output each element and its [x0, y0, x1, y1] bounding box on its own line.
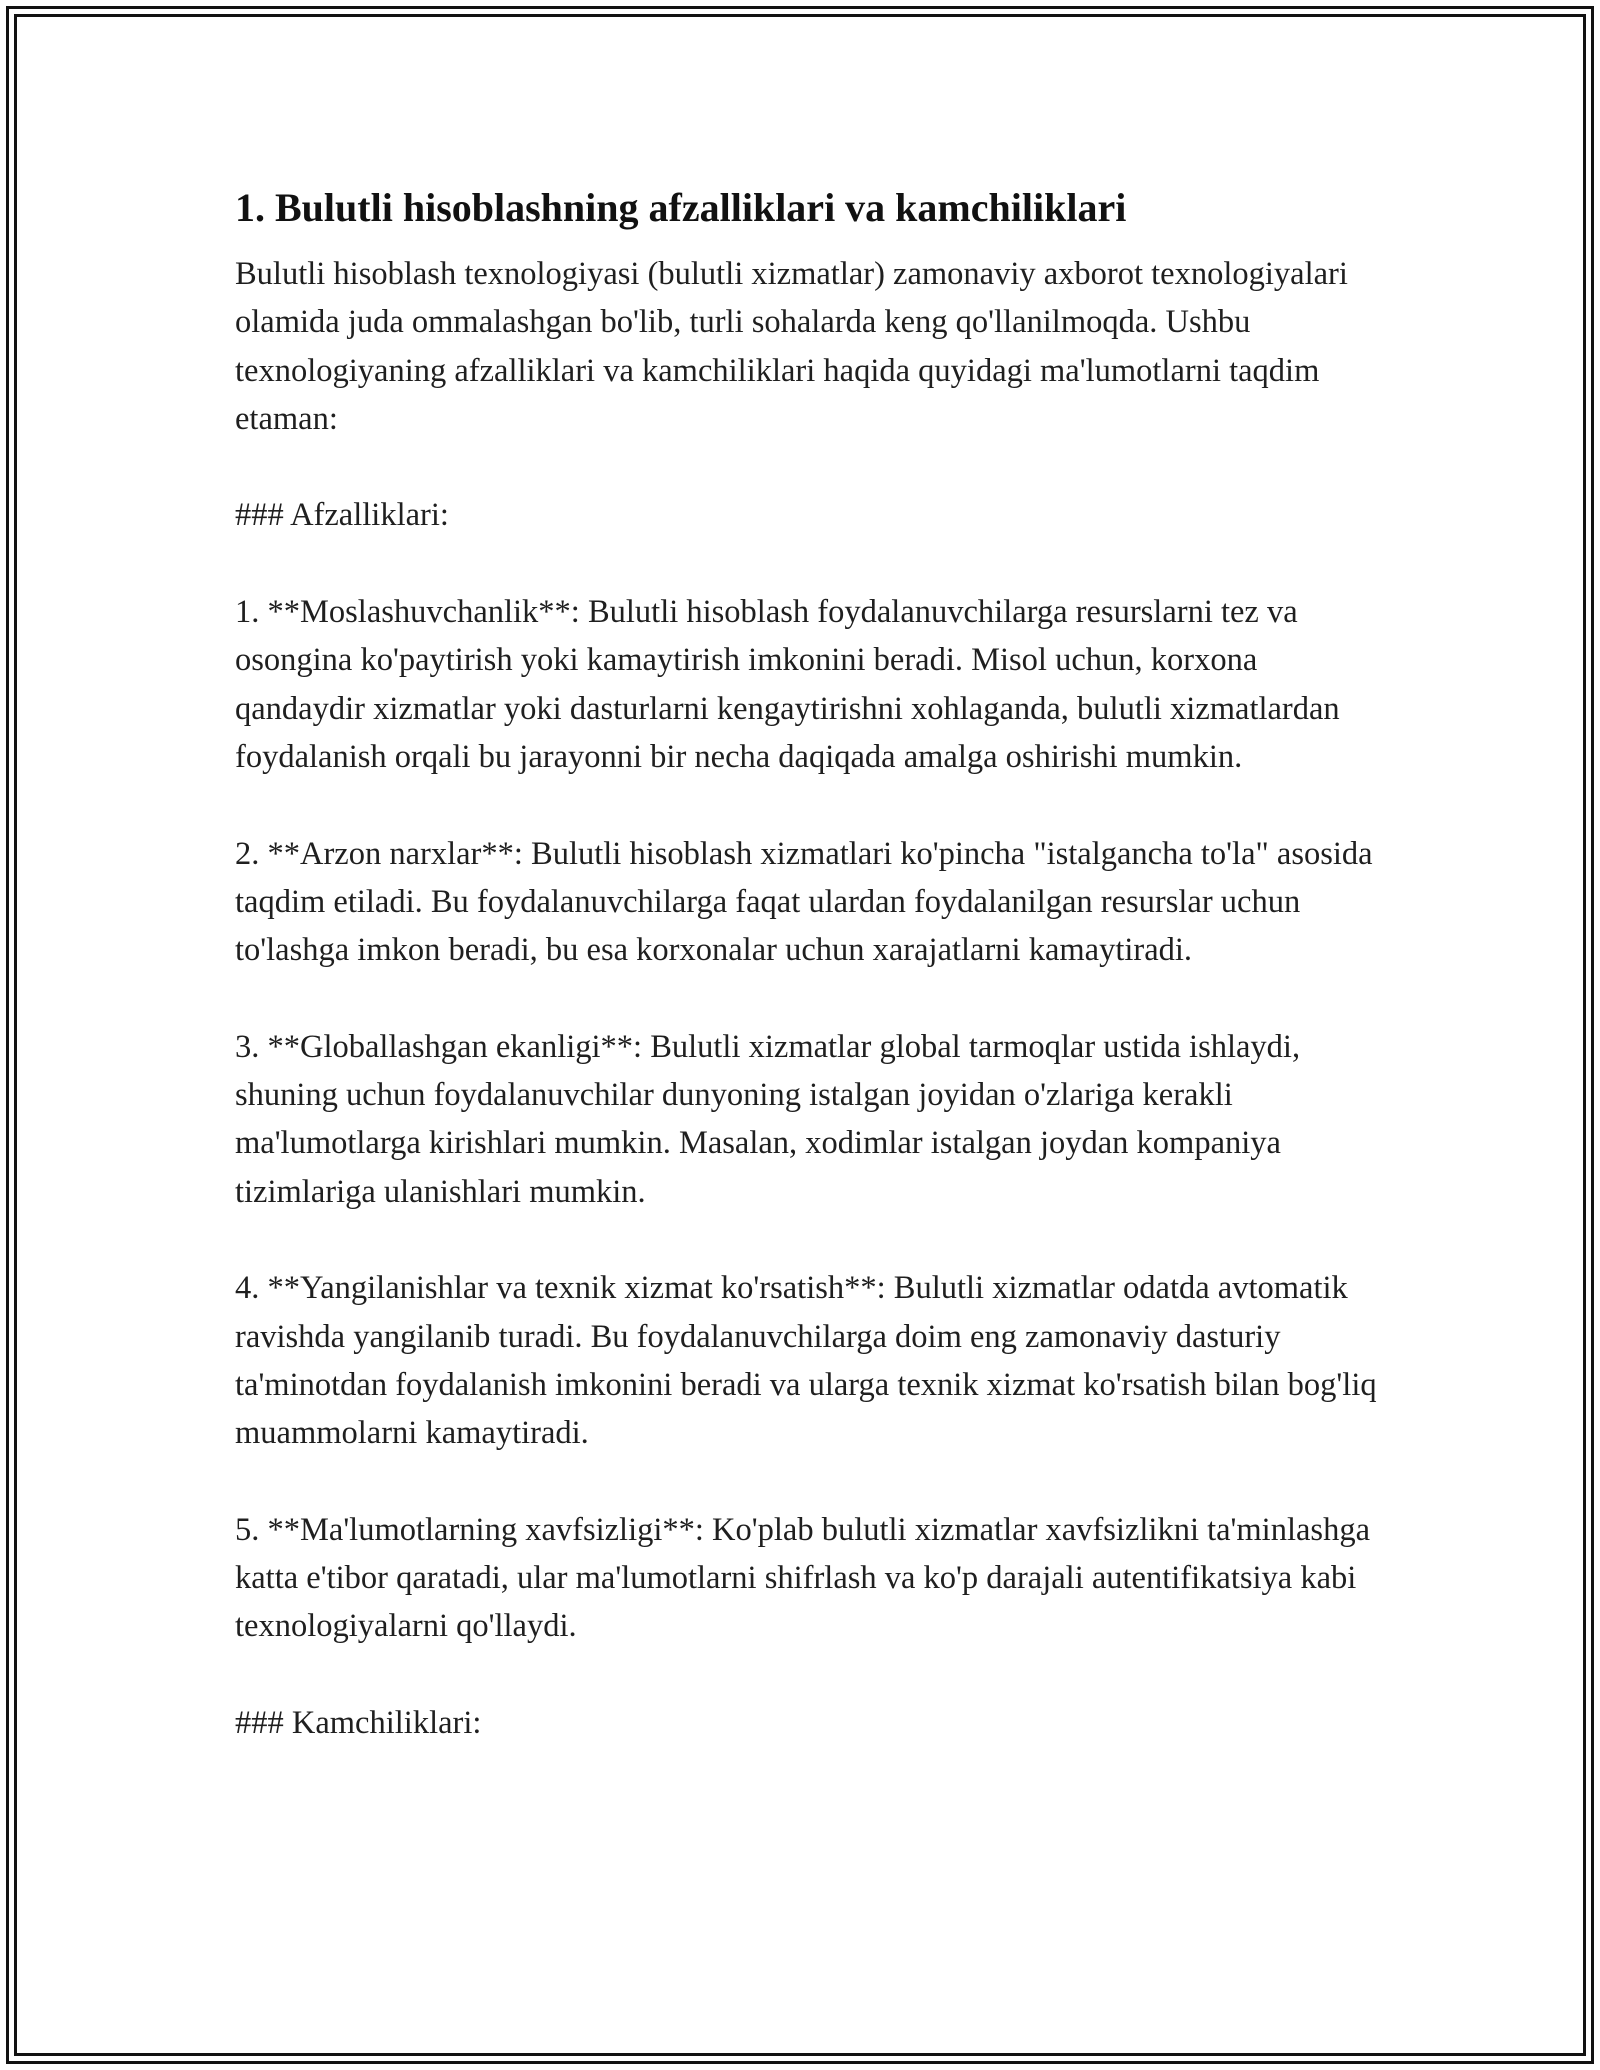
advantages-heading: ### Afzalliklari:	[235, 497, 449, 534]
disadvantages-heading: ### Kamchiliklari:	[235, 1704, 482, 1741]
intro-paragraph: Bulutli hisoblash texnologiyasi (bulutli xizmatlar) zamonaviy axborot texnologiyalari olamida juda ommalashgan bo'lib, turli sohalarda keng qo'llanilmoqda. Ushbu texnologiyaning afzalliklari va kamchiliklari haqida quyidagi ma'lumotlarni taqdim etaman:	[235, 256, 1348, 437]
advantage-item-5: 5. **Ma'lumotlarning xavfsizligi**: Ko'plab bulutli xizmatlar xavfsizlikni ta'minlashga katta e'tibor qaratadi, ular ma'lumotlarni shifrlash va ko'p darajali autentifikatsiya kabi texnologiyalarni qo'llaydi.	[235, 1511, 1370, 1645]
document-body	[235, 180, 1395, 1796]
advantage-item-4: 4. **Yangilanishlar va texnik xizmat ko'rsatish**: Bulutli xizmatlar odatda avtomatik ravishda yangilanib turadi. Bu foydalanuvchilarga doim eng zamonaviy dasturiy ta'minotdan foydalanish imkonini beradi va ularga texnik xizmat ko'rsatish bilan bog'liq muammolarni kamaytiradi.	[235, 1270, 1377, 1452]
document-title: 1. Bulutli hisoblashning afzalliklari va kamchiliklari	[235, 185, 1127, 230]
advantage-item-2: 2. **Arzon narxlar**: Bulutli hisoblash xizmatlari ko'pincha "istalgancha to'la" asosida taqdim etiladi. Bu foydalanuvchilarga faqat ulardan foydalanilgan resurslar uchun to'lashga imkon beradi, bu esa korxonalar uchun xarajatlarni kamaytiradi.	[235, 835, 1373, 969]
advantage-item-3: 3. **Globallashgan ekanligi**: Bulutli xizmatlar global tarmoqlar ustida ishlaydi, shuning uchun foydalanuvchilar dunyoning istalgan joyidan o'zlariga kerakli ma'lumotlarga kirishlari mumkin. Masalan, xodimlar istalgan joydan kompaniya tizimlariga ulanishlari mumkin.	[235, 1028, 1301, 1210]
advantage-item-1: 1. **Moslashuvchanlik**: Bulutli hisoblash foydalanuvchilarga resurslarni tez va osongina ko'paytirish yoki kamaytirish imkonini beradi. Misol uchun, korxona qandaydir xizmatlar yoki dasturlarni kengaytirishni xohlaganda, bulutli xizmatlardan foydalanish orqali bu jarayonni bir necha daqiqada amalga oshirishi mumkin.	[235, 594, 1340, 775]
